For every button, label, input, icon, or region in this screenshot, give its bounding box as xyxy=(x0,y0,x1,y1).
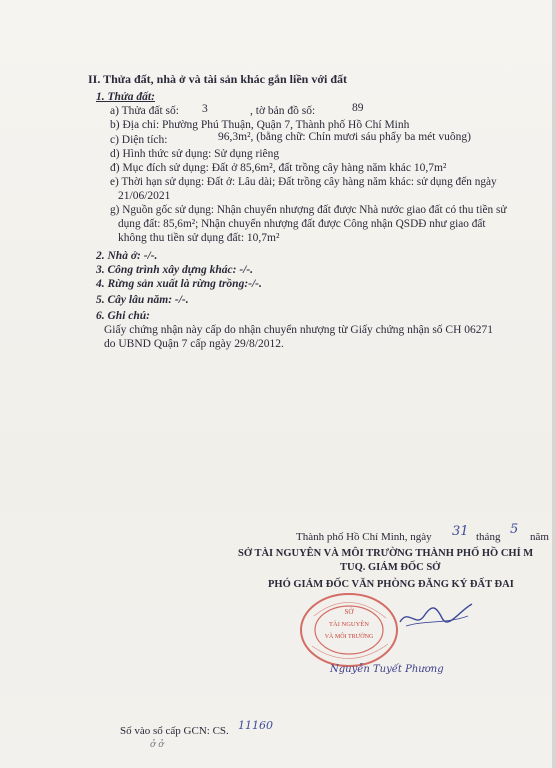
construction-line: 3. Công trình xây dựng khác: -/-. xyxy=(96,264,254,276)
register-under: ở ở xyxy=(150,740,164,750)
on-behalf: TUQ. GIÁM ĐỐC SỞ xyxy=(340,562,441,573)
parcel-number-label: a) Thửa đất số: xyxy=(110,105,179,117)
page-edge xyxy=(552,0,556,768)
section-title: II. Thửa đất, nhà ở và tài sản khác gắn liền với đất xyxy=(88,72,348,86)
department-name: SỞ TÀI NGUYÊN VÀ MÔI TRƯỜNG THÀNH PHỐ HỒ CHÍ M xyxy=(238,548,534,559)
signer-position: PHÓ GIÁM ĐỐC VĂN PHÒNG ĐĂNG KÝ ĐẤT ĐAI xyxy=(268,579,514,590)
notes-line-2: do UBND Quận 7 cấp ngày 29/8/2012. xyxy=(104,338,284,350)
forest-line: 4. Rừng sản xuất là rừng trồng:-/-. xyxy=(96,278,262,290)
signature-mark xyxy=(396,598,474,632)
origin-line-1: g) Nguồn gốc sử dụng: Nhận chuyển nhượng đất được Nhà nước giao đất có thu tiền sử xyxy=(110,204,507,216)
area-label: c) Diện tích: xyxy=(110,134,168,146)
usage-term-line-2: 21/06/2021 xyxy=(118,190,171,202)
register-value: 11160 xyxy=(238,719,273,732)
usage-form-line: d) Hình thức sử dụng: Sử dụng riêng xyxy=(110,148,280,160)
origin-line-2: dụng đất: 85,6m²; Nhận chuyển nhượng đất được Công nhận QSDĐ như giao đất xyxy=(118,218,486,230)
map-sheet-label: , tờ bản đồ số: xyxy=(250,105,316,117)
parcel-number-value: 3 xyxy=(202,103,208,115)
register-label: Số vào sổ cấp GCN: CS. xyxy=(120,725,229,737)
perennial-line: 5. Cây lâu năm: -/-. xyxy=(96,294,189,306)
signer-name: Nguyễn Tuyết Phương xyxy=(330,664,444,675)
svg-text:VÀ MÔI TRƯỜNG: VÀ MÔI TRƯỜNG xyxy=(324,634,374,640)
date-prefix: Thành phố Hồ Chí Minh, ngày xyxy=(296,531,432,543)
map-sheet-value: 89 xyxy=(352,102,364,114)
date-year-label: năm xyxy=(530,531,549,543)
date-month-label: tháng xyxy=(476,531,501,543)
address-line: b) Địa chỉ: Phường Phú Thuận, Quận 7, Thành phố Hồ Chí Minh xyxy=(110,119,410,131)
land-heading: 1. Thửa đất: xyxy=(96,91,155,103)
usage-purpose-line: đ) Mục đích sử dụng: Đất ở 85,6m², đất trồng cây hàng năm khác 10,7m² xyxy=(110,162,447,174)
notes-line-1: Giấy chứng nhận này cấp do nhận chuyển nhượng từ Giấy chứng nhận số CH 06271 xyxy=(104,324,494,336)
svg-text:TÀI NGUYÊN: TÀI NGUYÊN xyxy=(329,621,369,628)
official-seal xyxy=(294,592,404,674)
usage-term-line-1: e) Thời hạn sử dụng: Đất ở: Lâu dài; Đất trồng cây hàng năm khác: sử dụng đến ngày xyxy=(110,176,497,188)
house-line: 2. Nhà ở: -/-. xyxy=(96,250,158,262)
date-day: 31 xyxy=(452,524,469,539)
origin-line-3: không thu tiền sử dụng đất: 10,7m² xyxy=(118,232,280,244)
svg-text:SỞ: SỞ xyxy=(344,608,354,616)
area-value: 96,3m², (bằng chữ: Chín mươi sáu phẩy ba mét vuông) xyxy=(218,131,471,143)
date-month: 5 xyxy=(510,522,519,537)
notes-heading: 6. Ghi chú: xyxy=(96,310,150,322)
